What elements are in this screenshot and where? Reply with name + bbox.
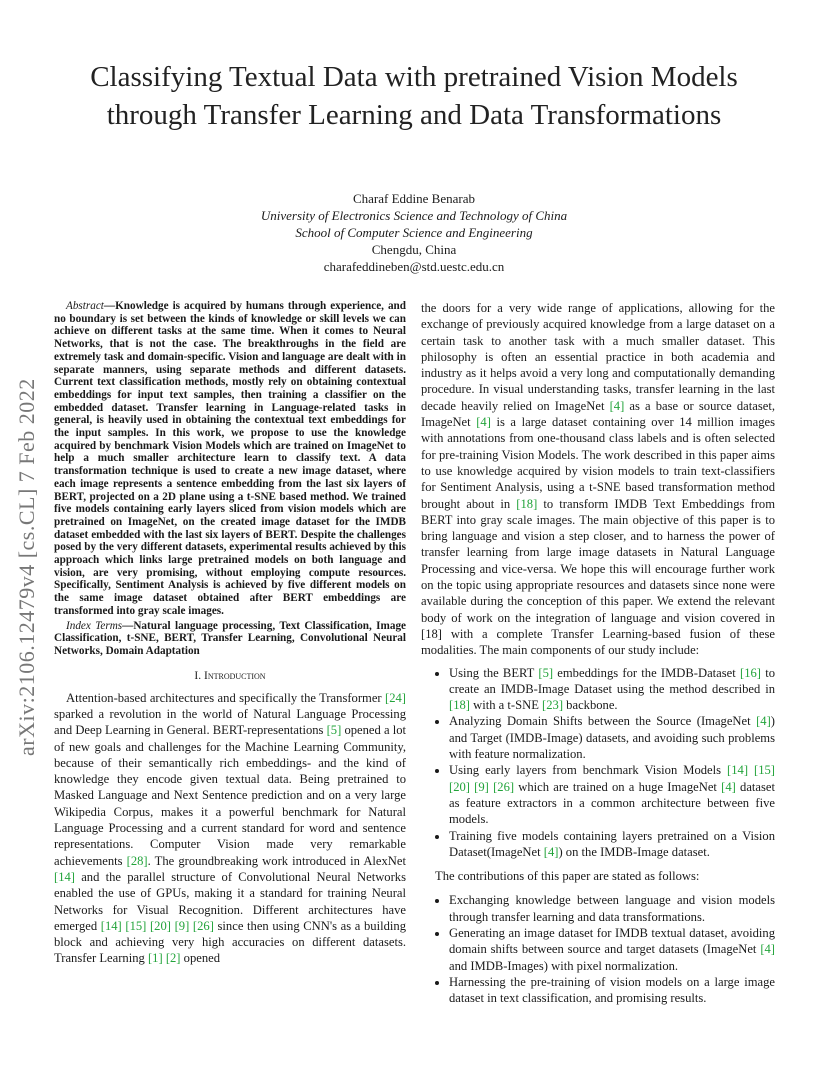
citation-link[interactable]: [5] — [326, 723, 342, 738]
intro-paragraph: Attention-based architectures and specifically the Transformer [24] sparked a revolution in the world of Natural Language Processing and Deep Learning in General. BERT-representations [5] opened a lot of new goals and challenges for the Machine Learning Community, because of their semantically rich embeddings- and the kind of knowledge they encode given textual data. Being pretrained to Masked Language and Next Sentence prediction and on a very large Wikipedia Corpus, makes it a powerful benchmark for Natural Language Processing and a current standard for word and sentence representations. Computer Vision made very remarkable achievements [28]. The groundbreaking work introduced in AlexNet [14] and the parallel structure of Convolutional Neural Networks enabled the use of GPUs, making it a standard for training Neural Networks for Visual Recognition. Different architectures have emerged [14] [15] [20] [9] [26] since then using CNN's as a building block and achieving very high accuracies on different datasets. Transfer Learning [1] [2] opened — [54, 690, 406, 966]
citation-link[interactable]: [14] [15] [20] [9] [26] — [449, 763, 775, 794]
contributions-list — [421, 892, 775, 1006]
abstract-text: —Knowledge is acquired by humans through experience, and no boundary is set between the kinds of knowledge or skill levels we can achieve on different tasks at the same time. When it comes to Neural Networks, that is not the case. The breakthroughs in the field are extremely task and domain-specific. Vision and language are dealt with in separate manners, using separate methods and different datasets. Current text classification methods, mostly rely on obtaining contextual embeddings for input text samples, then training a classifier on the embedded dataset. Transfer learning in Language-related tasks in general, is heavily used in obtaining the contextual text embeddings for the input samples. In this work, we propose to use the knowledge acquired by benchmark Vision Models which are trained on ImageNet to help a much smaller architecture learn to classify text. A data transformation technique is used to create a new image dataset, where each image represents a sentence embedding from the last six layers of BERT, projected on a 2D plane using a t-SNE based method. We trained five models containing early layers sliced from vision models which are pretrained on ImageNet, on the created image dataset for the IMDB dataset embedded with the last six layers of BERT. Despite the challenges posed by the very different datasets, experimental results achieved by this approach which links large pretrained models on both language and vision, are very promising, without employing compute resources. Specifically, Sentiment Analysis is achieved by five different models on the same image dataset obtained after BERT embeddings are transformed into gray scale images. — [54, 300, 406, 617]
affiliation-university: University of Electronics Science and Technology of China — [260, 208, 568, 223]
citation-link[interactable]: [24] — [385, 690, 406, 705]
list-item: • Generating an image dataset for IMDB textual dataset, avoiding domain shifts between source and target datasets (ImageNet [4] and IMDB-Images) with pixel normalization. — [449, 925, 775, 974]
citation-link[interactable]: [23] — [542, 698, 564, 713]
citation-link[interactable]: [2] — [165, 951, 181, 966]
citation-link[interactable]: [4] — [476, 415, 491, 430]
author-block — [114, 190, 714, 275]
introduction-body — [54, 690, 406, 967]
intro-paragraph-continued: the doors for a very wide range of applications, allowing for the exchange of previously acquired knowledge from a large dataset on a certain task to another task with a much smaller dataset. This philosophy is often an essential practice in both academia and industry as it helps avoid a very long and computationally demanding procedure. In visual understanding tasks, transfer learning in the last decade heavily relied on ImageNet [4] as a base or source dataset, ImageNet [4] is a large dataset containing over 14 million images with annotations from one-thousand class labels and is often selected for pre-training Vision Models. The work described in this paper aims to use knowledge acquired by vision models to train text-classifiers for Sentiment Analysis, using a t-SNE based transformation method brought about in [18] to transform IMDB Text Embeddings from BERT into gray scale images. The main objective of this paper is to bring language and vision a step closer, and to harness the power of transfer learning from large image datasets in Natural Language Processing and vice-versa. We hope this will encourage further work on the topic using appropriate resources and datasets since none were available during the conception of this paper. We extend the relevant body of work on the integration of language and vision covered in [18] with a complete Transfer Learning-based fusion of these modalities. The main components of our study include: — [421, 301, 775, 658]
arxiv-stamp: arXiv:2106.12479v4 [cs.CL] 7 Feb 2022 — [14, 378, 39, 756]
list-item: • Training five models containing layers pretrained on a Vision Dataset(ImageNet [4]) on the IMDB-Image dataset. — [449, 828, 775, 861]
list-item: • Using early layers from benchmark Vision Models [14] [15] [20] [9] [26] which are trained on a huge ImageNet [4] dataset as feature extractors in a common architecture between five models. — [449, 762, 775, 827]
citation-link[interactable]: [1] — [147, 951, 163, 966]
abstract — [54, 300, 406, 618]
citation-link[interactable]: [4] — [756, 714, 771, 729]
affiliation-school: School of Computer Science and Engineering — [295, 225, 533, 240]
contributions-intro: The contributions of this paper are stated as follows: — [435, 869, 700, 884]
list-item: • Analyzing Domain Shifts between the Source (ImageNet [4]) and Target (IMDB-Image) datasets, and avoiding such problems with feature normalization. — [449, 713, 775, 762]
components-list — [421, 665, 775, 861]
citation-link[interactable]: [4] — [721, 779, 736, 794]
list-item: • Using the BERT [5] embeddings for the IMDB-Dataset [16] to create an IMDB-Image Dataset using the method described in [18] with a t-SNE [23] backbone. — [449, 665, 775, 714]
index-terms-text: —Natural language processing, Text Classification, Image Classification, t-SNE, BERT, Transfer Learning, Convolutional Neural Networks, Domain Adaptation — [54, 619, 406, 657]
author-email: charafeddineben@std.uestc.edu.cn — [323, 259, 505, 274]
citation-link[interactable]: [4] — [609, 398, 625, 413]
citation-link[interactable]: [18] — [516, 496, 538, 511]
citation-link[interactable]: [14] — [54, 869, 75, 884]
right-body — [421, 300, 775, 659]
citation-link[interactable]: [28] — [126, 853, 148, 868]
list-item: • Harnessing the pre-training of vision models on a large image dataset in text classification, and promising results. — [449, 974, 775, 1007]
author-city: Chengdu, China — [371, 242, 457, 257]
right-column — [421, 300, 775, 1012]
citation-link[interactable]: [18] — [449, 698, 470, 713]
abstract-label: Abstract — [66, 300, 104, 312]
index-terms — [54, 620, 406, 658]
index-terms-label: Index Terms — [66, 619, 123, 632]
citation-link[interactable]: [4] — [760, 942, 775, 957]
section-heading-introduction: I. Introduction — [194, 669, 266, 682]
citation-link[interactable]: [14] [15] [20] [9] [26] — [100, 918, 214, 933]
citation-link[interactable]: [16] — [740, 665, 761, 680]
list-item: • Exchanging knowledge between language and vision models through transfer learning and data transformations. — [449, 892, 775, 925]
author-name: Charaf Eddine Benarab — [352, 191, 475, 206]
paper-title: Classifying Textual Data with pretrained Vision Models through Transfer Learning and Data Transformations — [90, 61, 738, 131]
left-column — [54, 300, 406, 967]
citation-link[interactable]: [5] — [538, 665, 554, 680]
citation-link[interactable]: [4] — [543, 844, 559, 859]
